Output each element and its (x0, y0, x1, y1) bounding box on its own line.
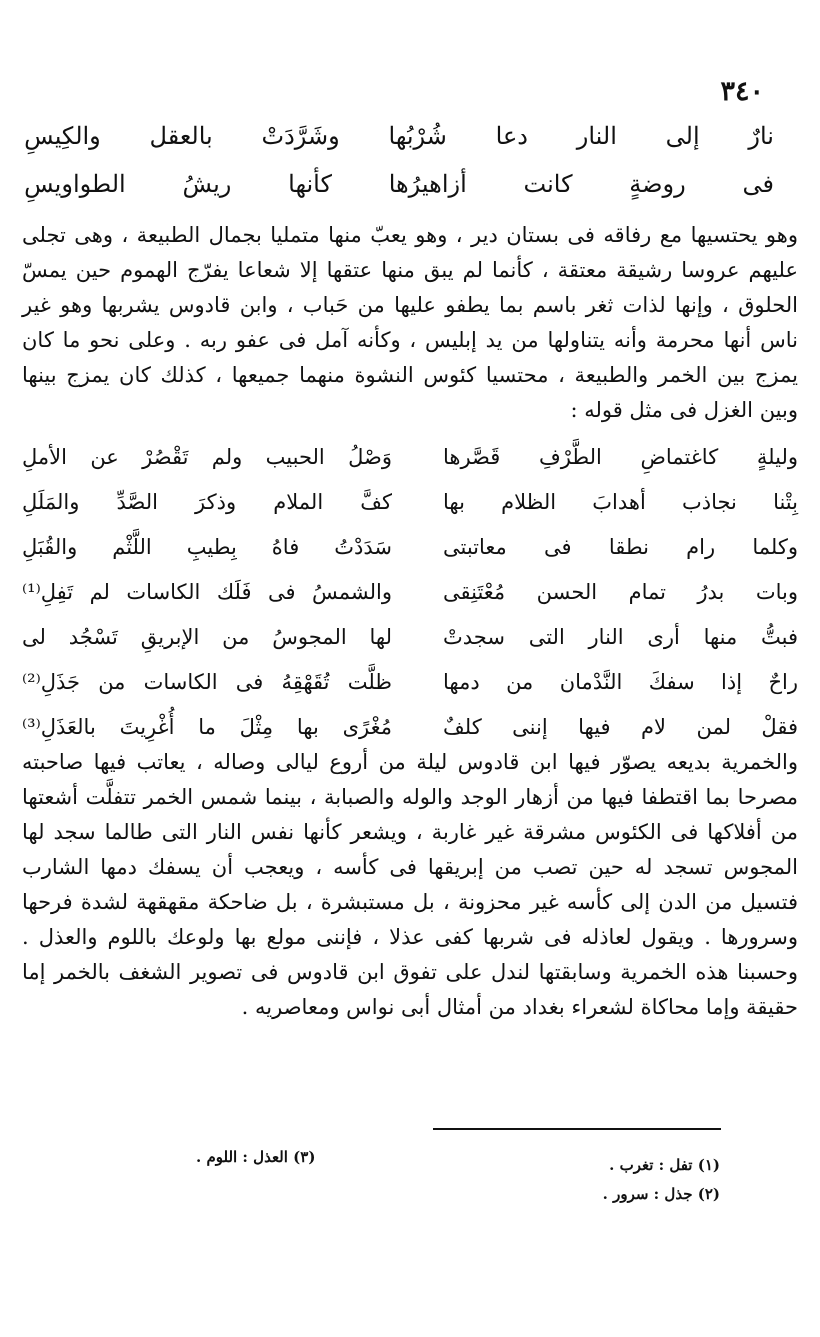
page-number: ٣٤٠ (720, 76, 764, 107)
verse-word: دعا (495, 122, 528, 150)
footnote-number: (١) (697, 1156, 720, 1174)
verse-word: وشَرَّدَتْ (261, 122, 340, 150)
verse-word: بالعقل (149, 122, 213, 150)
verse-word: ريشُ (182, 170, 232, 198)
paragraph-text: والخمرية بديعه يصوّر فيها ابن قادوس ليلة من أروع ليالى وصاله ، يعاتب فيها صاحبته مصرحا بما اقتطفا فيها من أزهار الوجد والوله والصبابة ، بينما شمس الخمر تتفلَّت أشعتها من أفلاكها فى الكئوس مشرقة غير غاربة ، ويشعر كأنها نفس النار التى طالما سجد لها المجوس تسجد له حين تصب من إبريقها فى كأسه ، ويعجب أن يسفك دمها الشارب فتسيل من الدن إلى كأسه غير محزونة ، بل مستبشرة ، بل ضاحكة مقهقهة لشدة فرحها وسرورها . ويقول لعاذله فى شربها كفى عذلا ، فإننى مولع بها ولوعك باللوم والعذل . وحسبنا هذه الخمرية وسابقتها لندل على تفوق ابن قادوس فى تصوير الشغف بالخمر إما حقيقة وإما محاكاة لشعراء بغداد من أمثال أبى نواس ومعاصريه . (22, 750, 798, 1019)
opening-verse (24, 112, 774, 208)
verse-word: كانت (523, 170, 573, 198)
poem-line (22, 660, 798, 705)
verse-word: النار (576, 122, 617, 150)
verse-line-1 (24, 112, 774, 160)
second-hemistich: كفَّ الملام وذكرَ الصَّدِّ والمَلَلِ (22, 490, 392, 514)
second-hemistich: مُغْرًى بها مِثْلَ ما أُغْرِيتَ بالعَذَلِ⁽³⁾ (22, 715, 392, 739)
first-hemistich: وكلما رام نطقا فى معاتبتى (443, 535, 798, 559)
commentary-paragraph-1 (22, 218, 798, 428)
poem (22, 435, 798, 750)
footnote-divider (433, 1128, 721, 1130)
verse-word: روضةٍ (629, 170, 686, 198)
footnote-text: جذل : سرور . (602, 1185, 693, 1203)
footnote-text: العذل : اللوم . (196, 1148, 288, 1166)
verse-line-2 (24, 160, 774, 208)
poem-line (22, 525, 798, 570)
footnote-1 (609, 1158, 720, 1173)
verse-word: فى (742, 170, 774, 198)
second-hemistich: لها المجوسُ من الإبريقِ تَسْجُد لى (22, 625, 392, 649)
first-hemistich: وليلةٍ كاغتماضِ الطَّرْفِ قَصَّرها (443, 445, 798, 469)
first-hemistich: بِتْنا نجاذب أهدابَ الظلام بها (443, 490, 798, 514)
commentary-paragraph-2 (22, 745, 798, 1025)
verse-word: شُرْبُها (388, 122, 447, 150)
footnote-2 (603, 1187, 720, 1202)
poem-line (22, 615, 798, 660)
second-hemistich: سَدَدْتُ فاهُ بِطيبِ اللَّثْم والقُبَلِ (22, 535, 392, 559)
verse-word: أزاهيرُها (388, 170, 467, 198)
second-hemistich: والشمسُ فى فَلَك الكاسات لم تَفِلِ⁽¹⁾ (22, 580, 392, 604)
first-hemistich: راحٌ إذا سفكَ النَّدْمان من دمها (443, 670, 798, 694)
verse-word: إلى (665, 122, 700, 150)
footnote-number: (٢) (697, 1185, 720, 1203)
verse-word: كأنها (288, 170, 332, 198)
poem-line (22, 570, 798, 615)
footnote-3 (196, 1150, 315, 1165)
first-hemistich: وبات بدرُ تمام الحسن مُعْتَنِقى (443, 580, 798, 604)
first-hemistich: فقلْ لمن لام فيها إننى كلفٌ (443, 715, 798, 739)
poem-line (22, 705, 798, 750)
poem-line (22, 480, 798, 525)
footnote-number: (٣) (293, 1148, 316, 1166)
poem-line (22, 435, 798, 480)
paragraph-text: وهو يحتسيها مع رفاقه فى بستان دير ، وهو يعبّ منها متمليا بجمال الطبيعة ، وهى تجلى عليهم عروسا رشيقة معتقة ، كأنما لم يبق منها عتقها إلا شعاعا يفرّج الهموم حين يمسّ الحلوق ، وإنها لذات ثغر باسم بما يطفو عليها من حَباب ، وابن قادوس يشربها وهو غير ناس أنها محرمة وأنه يتناولها من يد إبليس ، وكأنه آمل فى عفو ربه . وعلى نحو ما كان يمزج بين الخمر والطبيعة ، محتسيا كئوس النشوة منهما جميعها ، كذلك كان يمزج بينها وبين الغزل فى مثل قوله : (22, 223, 798, 422)
first-hemistich: فبتُّ منها أرى النار التى سجدتْ (443, 625, 798, 649)
second-hemistich: ظلَّت تُقَهْقِهُ فى الكاسات من جَذَلِ⁽²⁾ (22, 670, 392, 694)
verse-word: نارٌ (748, 122, 774, 150)
verse-word: والكِيسِ (24, 122, 101, 150)
second-hemistich: وَصْلُ الحبيب ولم تَقْصُرْ عن الأملِ (22, 445, 392, 469)
verse-word: الطواويسِ (24, 170, 126, 198)
footnote-text: تفل : تغرب . (609, 1156, 693, 1174)
